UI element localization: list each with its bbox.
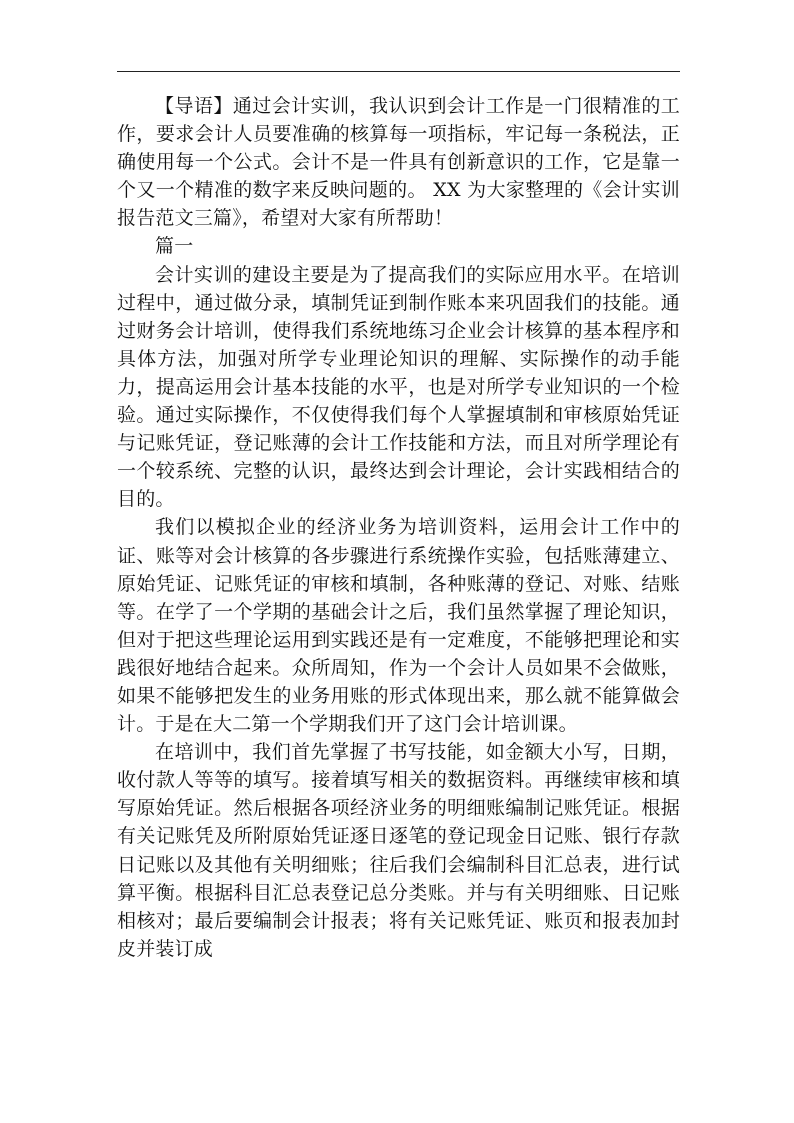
intro-paragraph: 【导语】通过会计实训，我认识到会计工作是一门很精准的工作，要求会计人员要准确的核算每一项指标，牢记每一条税法，正确使用每一个公式。会计不是一件具有创新意识的工作，它是靠一个又一个精准的数字来反映问题的。 XX 为大家整理的《会计实训报告范文三篇》，希望对大家有所帮助！ bbox=[117, 95, 680, 230]
body-paragraph: 在培训中，我们首先掌握了书写技能，如金额大小写，日期，收付款人等等的填写。接着填写相关的数据资料。再继续审核和填写原始凭证。然后根据各项经济业务的明细账编制记账凭证。根据有关记账凭及所附原始凭证逐日逐笔的登记现金日记账、银行存款日记账以及其他有关明细账；往后我们会编制科目汇总表，进行试算平衡。根据科目汇总表登记总分类账。并与有关明细账、日记账相核对；最后要编制会计报表；将有关记账凭证、账页和报表加封皮并装订成 bbox=[117, 741, 680, 960]
header-rule bbox=[117, 71, 680, 72]
body-paragraph: 我们以模拟企业的经济业务为培训资料，运用会计工作中的证、账等对会计核算的各步骤进行系统操作实验，包括账薄建立、原始凭证、记账凭证的审核和填制，各种账薄的登记、对账、结账等。在学了一个学期的基础会计之后，我们虽然掌握了理论知识，但对于把这些理论运用到实践还是有一定难度，不能够把理论和实践很好地结合起来。众所周知，作为一个会计人员如果不会做账，如果不能够把发生的业务用账的形式体现出来，那么就不能算做会计。于是在大二第一个学期我们开了这门会计培训课。 bbox=[117, 516, 680, 736]
document-body bbox=[117, 92, 680, 963]
section-heading: 篇一 bbox=[155, 235, 194, 258]
body-paragraph: 会计实训的建设主要是为了提高我们的实际应用水平。在培训过程中，通过做分录，填制凭证到制作账本来巩固我们的技能。通过财务会计培训，使得我们系统地练习企业会计核算的基本程序和具体方法，加强对所学专业理论知识的理解、实际操作的动手能力，提高运用会计基本技能的水平，也是对所学专业知识的一个检验。通过实际操作，不仅使得我们每个人掌握填制和审核原始凭证与记账凭证，登记账薄的会计工作技能和方法，而且对所学理论有一个较系统、完整的认识，最终达到会计理论，会计实践相结合的目的。 bbox=[117, 263, 680, 511]
